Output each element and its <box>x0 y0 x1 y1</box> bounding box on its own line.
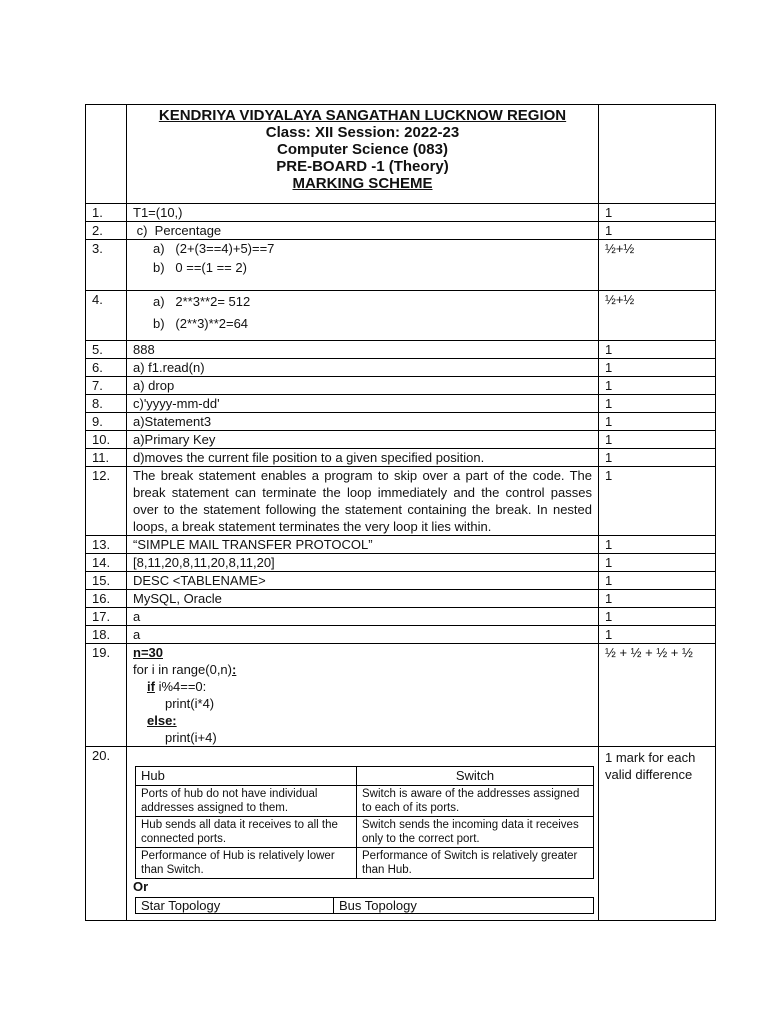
table-row <box>86 644 716 747</box>
table-row <box>86 341 716 359</box>
table-row <box>86 590 716 608</box>
code-line: else: <box>147 713 177 728</box>
question-number: 5. <box>86 341 127 359</box>
table-row <box>86 377 716 395</box>
code-keyword: if <box>147 679 155 694</box>
marks-text: 1 <box>599 608 716 626</box>
table-row <box>86 204 716 222</box>
question-number: 6. <box>86 359 127 377</box>
marks-text: 1 <box>599 204 716 222</box>
code-text: i%4==0: <box>154 679 207 694</box>
marks-text: 1 <box>599 590 716 608</box>
question-number: 18. <box>86 626 127 644</box>
table-row <box>136 817 594 848</box>
marks-text: 1 <box>599 554 716 572</box>
table-row <box>86 467 716 536</box>
answer-text: 888 <box>127 341 599 359</box>
marks-text: 1 <box>599 536 716 554</box>
answer-text: a)Primary Key <box>127 431 599 449</box>
topology-table <box>135 897 594 914</box>
answer-option-a: a) (2+(3==4)+5)==7 <box>153 241 275 256</box>
hub-header: Hub <box>136 767 357 786</box>
header-blank-left <box>86 105 127 204</box>
marks-text: 1 <box>599 413 716 431</box>
hub-cell: Ports of hub do not have individual addresses assigned to them. <box>136 786 357 817</box>
marks-text: ½ + ½ + ½ + ½ <box>599 644 716 747</box>
question-number: 12. <box>86 467 127 536</box>
switch-cell: Switch sends the incoming data it receives only to the correct port. <box>357 817 594 848</box>
question-number: 13. <box>86 536 127 554</box>
subject-title: Computer Science (083) <box>277 141 448 158</box>
answer-text: c)'yyyy-mm-dd' <box>127 395 599 413</box>
answer-text: a) f1.read(n) <box>127 359 599 377</box>
answer-text: T1=(10,) <box>127 204 599 222</box>
marks-text: 1 <box>599 341 716 359</box>
table-row <box>86 359 716 377</box>
document-header <box>127 105 599 204</box>
answer-option-b: b) 0 ==(1 == 2) <box>153 260 247 275</box>
header-blank-right <box>599 105 716 204</box>
marks-text: 1 <box>599 395 716 413</box>
answer-text: a <box>127 608 599 626</box>
marks-text: 1 <box>599 449 716 467</box>
bus-topology-header: Bus Topology <box>334 898 594 914</box>
table-row <box>86 747 716 921</box>
code-line <box>133 678 592 695</box>
answer-text: DESC <TABLENAME> <box>127 572 599 590</box>
answer-option-a: a) 2**3**2= 512 <box>153 294 251 309</box>
question-number: 3. <box>86 240 127 291</box>
table-row <box>86 608 716 626</box>
question-number: 10. <box>86 431 127 449</box>
answer-paragraph: The break statement enables a program to skip over a part of the code. The break statement can terminate the loop immediately and the control passes over to the statement following the statement containing the break. In nested loops, a break statement terminates the very loop it lies within. <box>127 467 599 536</box>
answer-cell <box>127 291 599 341</box>
answer-text: d)moves the current file position to a given specified position. <box>127 449 599 467</box>
marking-scheme-title: MARKING SCHEME <box>292 175 433 192</box>
marks-text: 1 <box>599 467 716 536</box>
question-number: 16. <box>86 590 127 608</box>
question-number: 19. <box>86 644 127 747</box>
code-answer <box>127 644 599 747</box>
table-row <box>86 240 716 291</box>
table-row <box>136 848 594 879</box>
table-row <box>86 413 716 431</box>
star-topology-header: Star Topology <box>136 898 334 914</box>
marks-text: 1 <box>599 572 716 590</box>
school-region-title: KENDRIYA VIDYALAYA SANGATHAN LUCKNOW REGION <box>158 107 567 124</box>
code-line: print(i+4) <box>165 730 217 745</box>
switch-cell: Performance of Switch is relatively greater than Hub. <box>357 848 594 879</box>
marks-text: 1 <box>599 377 716 395</box>
answer-text: a) drop <box>127 377 599 395</box>
marks-text: ½+½ <box>599 291 716 341</box>
marks-text: 1 <box>599 626 716 644</box>
table-row <box>86 395 716 413</box>
table-row <box>86 222 716 240</box>
switch-cell: Switch is aware of the addresses assigned to each of its ports. <box>357 786 594 817</box>
code-text: for i in range(0,n) <box>133 662 232 677</box>
table-row <box>86 626 716 644</box>
code-colon: : <box>232 662 237 677</box>
answer-text: a <box>127 626 599 644</box>
marking-scheme-table <box>85 104 716 921</box>
answer-cell <box>127 240 599 291</box>
answer-text: a)Statement3 <box>127 413 599 431</box>
marks-text: 1 mark for each valid difference <box>599 747 716 921</box>
answer-text: [8,11,20,8,11,20,8,11,20] <box>127 554 599 572</box>
or-label: Or <box>133 879 149 894</box>
marking-scheme-sheet <box>85 104 715 921</box>
class-session: Class: XII Session: 2022-23 <box>265 124 460 141</box>
question-number: 14. <box>86 554 127 572</box>
question-number: 1. <box>86 204 127 222</box>
table-row <box>86 449 716 467</box>
answer-text: MySQL, Oracle <box>127 590 599 608</box>
question-number: 17. <box>86 608 127 626</box>
switch-header: Switch <box>357 767 594 786</box>
question-number: 7. <box>86 377 127 395</box>
exam-title: PRE-BOARD -1 (Theory) <box>276 158 449 175</box>
marks-text: 1 <box>599 222 716 240</box>
table-row <box>86 554 716 572</box>
table-row <box>86 536 716 554</box>
header-row <box>86 105 716 204</box>
question-number: 4. <box>86 291 127 341</box>
question-number: 8. <box>86 395 127 413</box>
marks-text: 1 <box>599 359 716 377</box>
marks-text: ½+½ <box>599 240 716 291</box>
question-number: 2. <box>86 222 127 240</box>
table-row <box>86 291 716 341</box>
hub-switch-table <box>135 766 594 879</box>
hub-cell: Hub sends all data it receives to all the connected ports. <box>136 817 357 848</box>
question-number: 20. <box>86 747 127 921</box>
question-number: 11. <box>86 449 127 467</box>
hub-cell: Performance of Hub is relatively lower than Switch. <box>136 848 357 879</box>
question-number: 9. <box>86 413 127 431</box>
answer-option-b: b) (2**3)**2=64 <box>153 316 249 331</box>
marks-text: 1 <box>599 431 716 449</box>
code-line: print(i*4) <box>165 696 215 711</box>
answer-text: “SIMPLE MAIL TRANSFER PROTOCOL” <box>127 536 599 554</box>
question-number: 15. <box>86 572 127 590</box>
answer-cell <box>127 747 599 921</box>
table-row <box>136 786 594 817</box>
code-line <box>133 661 592 678</box>
code-line: n=30 <box>133 645 163 660</box>
table-row <box>86 572 716 590</box>
answer-text: c) Percentage <box>127 222 599 240</box>
table-row <box>86 431 716 449</box>
